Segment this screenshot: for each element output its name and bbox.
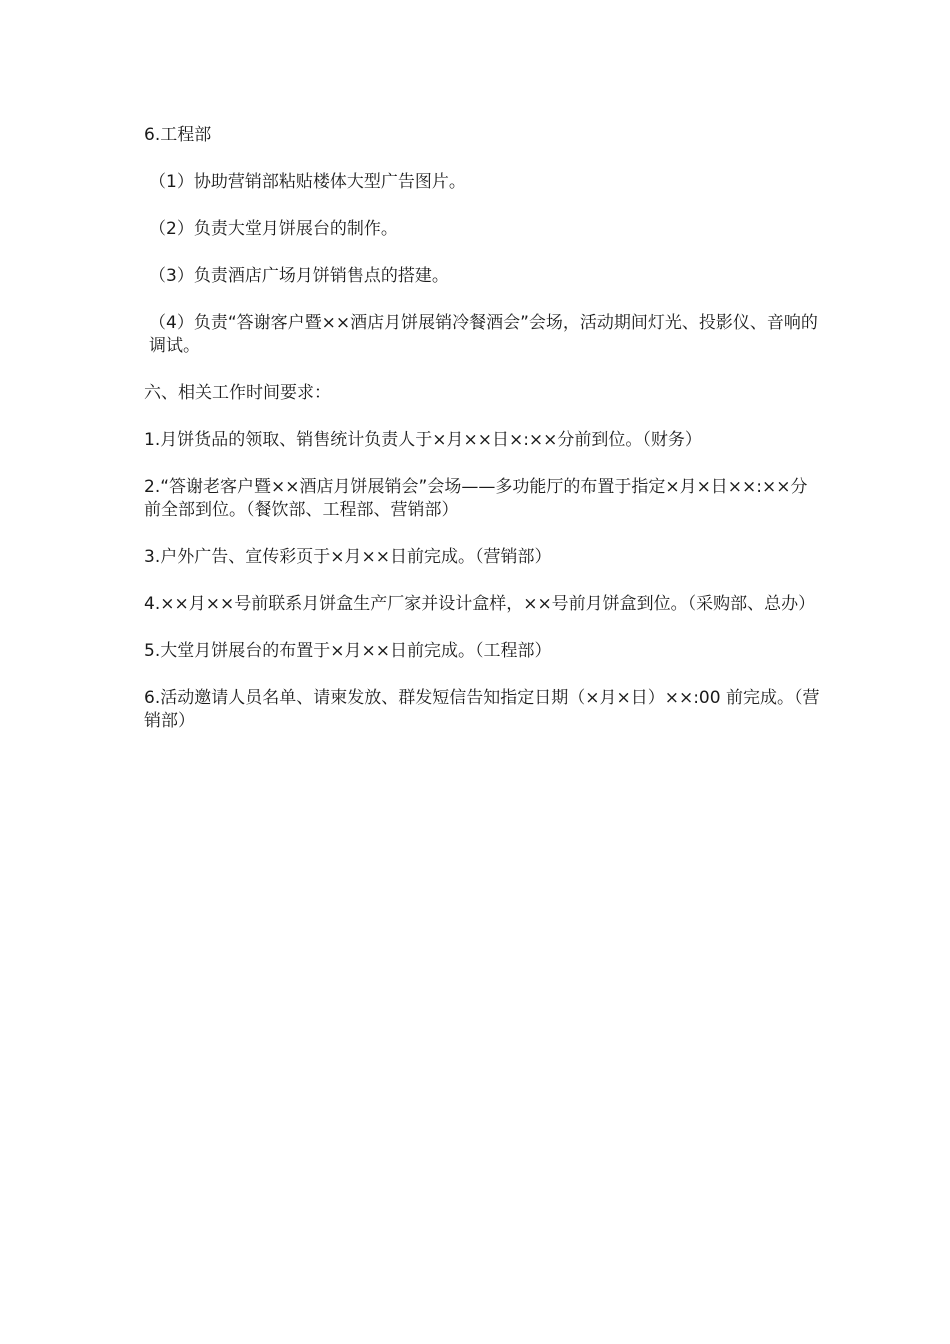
engineering-item-3: （3）负责酒店广场月饼销售点的搭建。 [149, 266, 449, 286]
time-item-2: 2.“答谢老客户暨××酒店月饼展销会”会场——多功能厅的布置于指定×月×日××:××分前全部到位。（餐饮部、工程部、营销部） [144, 477, 808, 520]
time-item-3: 3.户外广告、宣传彩页于×月××日前完成。（营销部） [144, 547, 552, 567]
section-heading-engineering: 6.工程部 [144, 125, 212, 145]
document-body [144, 124, 824, 757]
engineering-item-2: （2）负责大堂月饼展台的制作。 [149, 219, 398, 239]
time-item-6: 6.活动邀请人员名单、请柬发放、群发短信告知指定日期（×月×日）××:00 前完成。（营销部） [144, 688, 820, 731]
engineering-item-4: （4）负责“答谢客户暨××酒店月饼展销冷餐酒会”会场，活动期间灯光、投影仪、音响的调试。 [149, 313, 818, 356]
section-heading-time-requirements: 六、相关工作时间要求： [144, 383, 331, 403]
time-item-5: 5.大堂月饼展台的布置于×月××日前完成。（工程部） [144, 641, 552, 661]
time-item-1: 1.月饼货品的领取、销售统计负责人于×月××日×:××分前到位。（财务） [144, 430, 702, 450]
time-item-4: 4.××月××号前联系月饼盒生产厂家并设计盒样，××号前月饼盒到位。（采购部、总办） [144, 594, 816, 614]
engineering-item-1: （1）协助营销部粘贴楼体大型广告图片。 [149, 172, 466, 192]
